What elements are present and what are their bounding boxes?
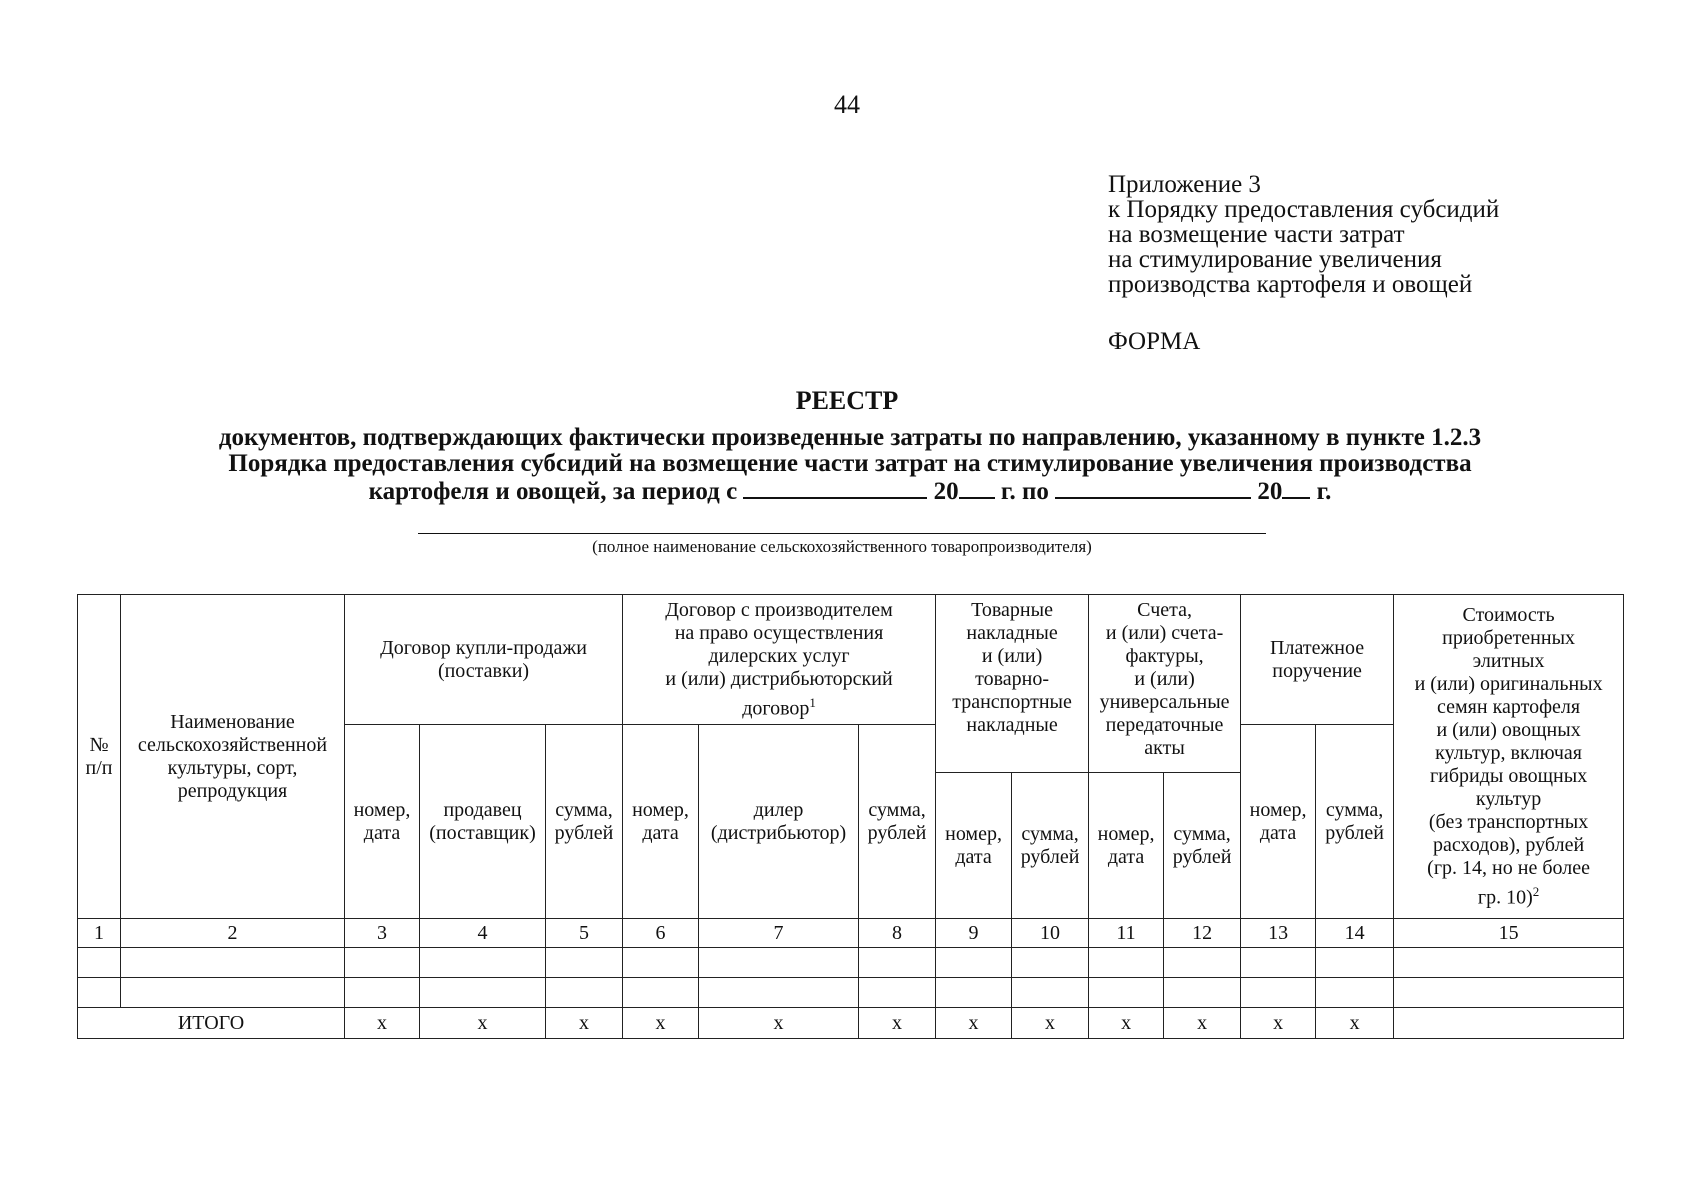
header-payment-number-date: номер, дата — [1241, 725, 1316, 919]
header-sale-number-date: номер, дата — [345, 725, 420, 919]
total-mark: х — [546, 1008, 623, 1039]
header-sale-sum: сумма, рублей — [546, 725, 623, 919]
column-number: 9 — [936, 919, 1012, 948]
footnote-1-mark: 1 — [809, 694, 816, 710]
table-cell[interactable] — [1241, 978, 1316, 1008]
table-cell[interactable] — [699, 948, 859, 978]
table-cell[interactable] — [1241, 948, 1316, 978]
period-mid: г. по — [1000, 478, 1049, 505]
total-mark: х — [1089, 1008, 1164, 1039]
producer-name-caption: (полное наименование сельскохозяйственного товаропроизводителя) — [592, 537, 1092, 556]
table-cell[interactable] — [623, 978, 699, 1008]
appendix-line: Приложение 3 — [1108, 171, 1261, 198]
subtitle-line-3 — [60, 477, 1640, 505]
table-cell[interactable] — [1394, 978, 1624, 1008]
total-mark: х — [859, 1008, 936, 1039]
appendix-line: на возмещение части затрат — [1108, 221, 1405, 248]
header-invoice-sum: сумма, рублей — [1164, 773, 1241, 919]
column-number: 8 — [859, 919, 936, 948]
table-cell[interactable] — [1316, 978, 1394, 1008]
appendix-line: производства картофеля и овощей — [1108, 271, 1473, 298]
total-mark: х — [699, 1008, 859, 1039]
table-cell[interactable] — [1089, 948, 1164, 978]
subtitle-line-1: документов, подтверждающих фактически произведенные затраты по направлению, указанному в пункте 1.2.3 — [218, 424, 1482, 451]
column-number: 14 — [1316, 919, 1394, 948]
header-waybill-sum: сумма, рублей — [1012, 773, 1089, 919]
table-cell[interactable] — [699, 978, 859, 1008]
column-number: 12 — [1164, 919, 1241, 948]
table-cell[interactable] — [78, 948, 121, 978]
table-cell[interactable] — [1316, 948, 1394, 978]
period-end-blank[interactable] — [1055, 477, 1251, 499]
column-number: 5 — [546, 919, 623, 948]
table-row — [78, 948, 1624, 978]
total-seed-cost[interactable] — [1394, 1008, 1624, 1039]
total-mark: х — [1316, 1008, 1394, 1039]
table-cell[interactable] — [546, 978, 623, 1008]
footnote-2-mark: 2 — [1532, 883, 1540, 899]
header-invoice-number-date: номер, дата — [1089, 773, 1164, 919]
subtitle-line-2: Порядка предоставления субсидий на возмещение части затрат на стимулирование увеличения производства — [228, 450, 1472, 477]
header-sale-contract: Договор купли-продажи (поставки) — [345, 595, 623, 725]
column-number: 3 — [345, 919, 420, 948]
total-mark: х — [1164, 1008, 1241, 1039]
total-mark: х — [420, 1008, 546, 1039]
column-number: 11 — [1089, 919, 1164, 948]
column-number: 13 — [1241, 919, 1316, 948]
appendix-block — [1108, 172, 1499, 297]
table-cell[interactable] — [1089, 978, 1164, 1008]
header-row-number: № п/п — [78, 595, 121, 919]
header-crop-name: Наименование сельскохозяйственной культуры, сорт, репродукция — [121, 595, 345, 919]
column-number-row — [78, 919, 1624, 948]
period-end-year: 20 — [1257, 478, 1283, 505]
table-cell[interactable] — [345, 978, 420, 1008]
period-start-blank[interactable] — [743, 477, 927, 499]
table-cell[interactable] — [78, 978, 121, 1008]
header-dealer-sum: сумма, рублей — [859, 725, 936, 919]
total-mark: х — [936, 1008, 1012, 1039]
header-seller: продавец (поставщик) — [420, 725, 546, 919]
table-cell[interactable] — [1012, 978, 1089, 1008]
document-title: РЕЕСТР — [795, 386, 899, 415]
total-row — [78, 1008, 1624, 1039]
period-label: картофеля и овощей, за период с — [368, 478, 738, 505]
column-number: 10 — [1012, 919, 1089, 948]
column-number: 7 — [699, 919, 859, 948]
registry-table — [77, 594, 1624, 1039]
period-end: г. — [1316, 478, 1332, 505]
header-payment-order: Платежное поручение — [1241, 595, 1394, 725]
column-number: 1 — [78, 919, 121, 948]
column-number: 4 — [420, 919, 546, 948]
column-number: 15 — [1394, 919, 1624, 948]
table-cell[interactable] — [859, 978, 936, 1008]
column-number: 2 — [121, 919, 345, 948]
total-mark: х — [623, 1008, 699, 1039]
table-cell[interactable] — [623, 948, 699, 978]
table-cell[interactable] — [1164, 978, 1241, 1008]
appendix-line: к Порядку предоставления субсидий — [1108, 196, 1500, 223]
column-number: 6 — [623, 919, 699, 948]
table-cell[interactable] — [1394, 948, 1624, 978]
period-end-year-blank[interactable] — [1282, 477, 1310, 499]
total-mark: х — [1012, 1008, 1089, 1039]
header-dealer-number-date: номер, дата — [623, 725, 699, 919]
form-label: ФОРМА — [1108, 328, 1201, 355]
document-subtitle — [60, 425, 1640, 505]
table-cell[interactable] — [859, 948, 936, 978]
table-cell[interactable] — [546, 948, 623, 978]
table-cell[interactable] — [936, 948, 1012, 978]
header-waybill-number-date: номер, дата — [936, 773, 1012, 919]
total-mark: х — [1241, 1008, 1316, 1039]
header-invoices: Счета, и (или) счета- фактуры, и (или) универсальные передаточные акты — [1089, 595, 1241, 773]
header-payment-sum: сумма, рублей — [1316, 725, 1394, 919]
table-cell[interactable] — [1012, 948, 1089, 978]
table-cell[interactable] — [345, 948, 420, 978]
header-waybills: Товарные накладные и (или) товарно- транспортные накладные — [936, 595, 1089, 773]
appendix-line: на стимулирование увеличения — [1108, 246, 1442, 273]
header-dealer: дилер (дистрибьютор) — [699, 725, 859, 919]
period-start-year-blank[interactable] — [959, 477, 995, 499]
header-seed-cost: Стоимость приобретенных элитных и (или) оригинальных семян картофеля и (или) овощных культур, включая гибриды овощных культур (без транспортных расходов), рублей (гр. 14, но не более гр. 10)$^2$ — [1394, 595, 1624, 919]
table-cell[interactable] — [121, 948, 345, 978]
table-cell[interactable] — [121, 978, 345, 1008]
header-dealer-contract: Договор с производителем на право осуществления дилерских услуг и (или) дистрибьюторский договор$^1$ — [623, 595, 936, 725]
table-cell[interactable] — [420, 978, 546, 1008]
table-cell[interactable] — [1164, 948, 1241, 978]
table-cell[interactable] — [936, 978, 1012, 1008]
total-mark: х — [345, 1008, 420, 1039]
table-row — [78, 978, 1624, 1008]
table-cell[interactable] — [420, 948, 546, 978]
page-number: 44 — [834, 90, 860, 119]
total-label: ИТОГО — [78, 1008, 345, 1039]
period-start-year: 20 — [933, 478, 959, 505]
producer-name-line[interactable] — [418, 533, 1266, 534]
